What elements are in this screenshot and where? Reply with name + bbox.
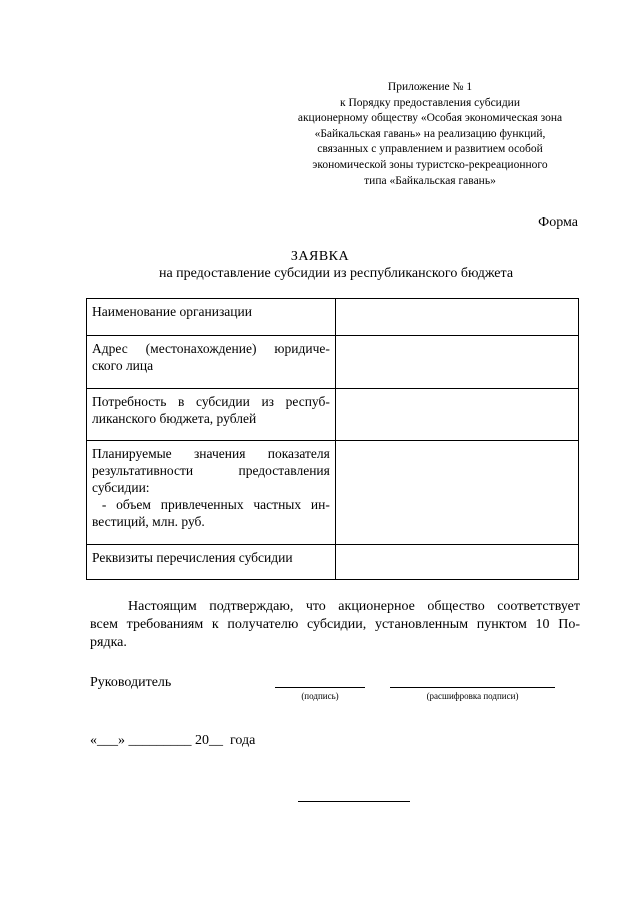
table-row — [87, 299, 579, 336]
row-label-organization — [87, 299, 336, 336]
label-line: результативности предоставления — [92, 463, 330, 478]
confirmation-line: всем требованиям к получателю субсидии, установленным пунктом 10 По- — [90, 617, 580, 632]
confirmation-paragraph — [90, 598, 580, 652]
label-line: ского лица — [92, 358, 154, 373]
row-label-payment-details — [87, 545, 336, 580]
table-row — [87, 336, 579, 389]
confirmation-line: Настоящим подтверждаю, что акционерное общество соответствует — [128, 599, 580, 614]
label-line: Планируемые значения показателя — [92, 446, 330, 461]
signature-decoding-caption: (расшифровка подписи) — [426, 691, 519, 701]
label-line: Адрес (местонахождение) юридиче- — [92, 341, 330, 356]
appendix-line: акционерному обществу «Особая экономическая зона — [297, 112, 563, 125]
label-line: субсидии: — [92, 480, 150, 495]
appendix-line: типа «Байкальская гавань» — [364, 174, 496, 187]
date-line[interactable]: «___» _________ 20__ года — [90, 733, 256, 748]
bottom-blank-line — [298, 801, 410, 802]
table-row — [87, 545, 579, 580]
row-value-subsidy-need[interactable] — [335, 389, 578, 441]
appendix-line: экономической зоны туристско-рекреационного — [312, 158, 548, 171]
label-line: Реквизиты перечисления субсидии — [92, 550, 293, 565]
appendix-line: «Байкальская гавань» на реализацию функций, — [314, 127, 546, 140]
signature-line[interactable] — [275, 687, 365, 688]
table-row — [87, 441, 579, 545]
application-table — [86, 298, 579, 580]
signature-decoding-line[interactable] — [390, 687, 555, 688]
appendix-line: связанных с управлением и развитием особой — [317, 143, 543, 156]
confirmation-line: рядка. — [90, 635, 127, 650]
signature-caption: (подпись) — [301, 691, 339, 701]
label-line: Потребность в субсидии из респуб- — [92, 394, 330, 409]
label-line: Наименование организации — [92, 304, 252, 319]
row-label-subsidy-need — [87, 389, 336, 441]
row-value-organization[interactable] — [335, 299, 578, 336]
label-line: - объем привлеченных частных ин- — [92, 497, 330, 512]
row-label-planned-indicators — [87, 441, 336, 545]
row-value-planned-indicators[interactable] — [335, 441, 578, 545]
table-row — [87, 389, 579, 441]
document-title: ЗАЯВКА — [290, 249, 350, 264]
head-label: Руководитель — [90, 675, 172, 690]
row-value-payment-details[interactable] — [335, 545, 578, 580]
form-label: Форма — [538, 215, 578, 230]
appendix-header — [270, 80, 590, 189]
label-line: ликанского бюджета, рублей — [92, 411, 257, 426]
appendix-line: Приложение № 1 — [387, 81, 473, 93]
document-subtitle: на предоставление субсидии из республиканского бюджета — [158, 266, 514, 281]
row-label-address — [87, 336, 336, 389]
row-value-address[interactable] — [335, 336, 578, 389]
appendix-line: к Порядку предоставления субсидии — [340, 96, 520, 109]
label-line: вестиций, млн. руб. — [92, 514, 205, 529]
